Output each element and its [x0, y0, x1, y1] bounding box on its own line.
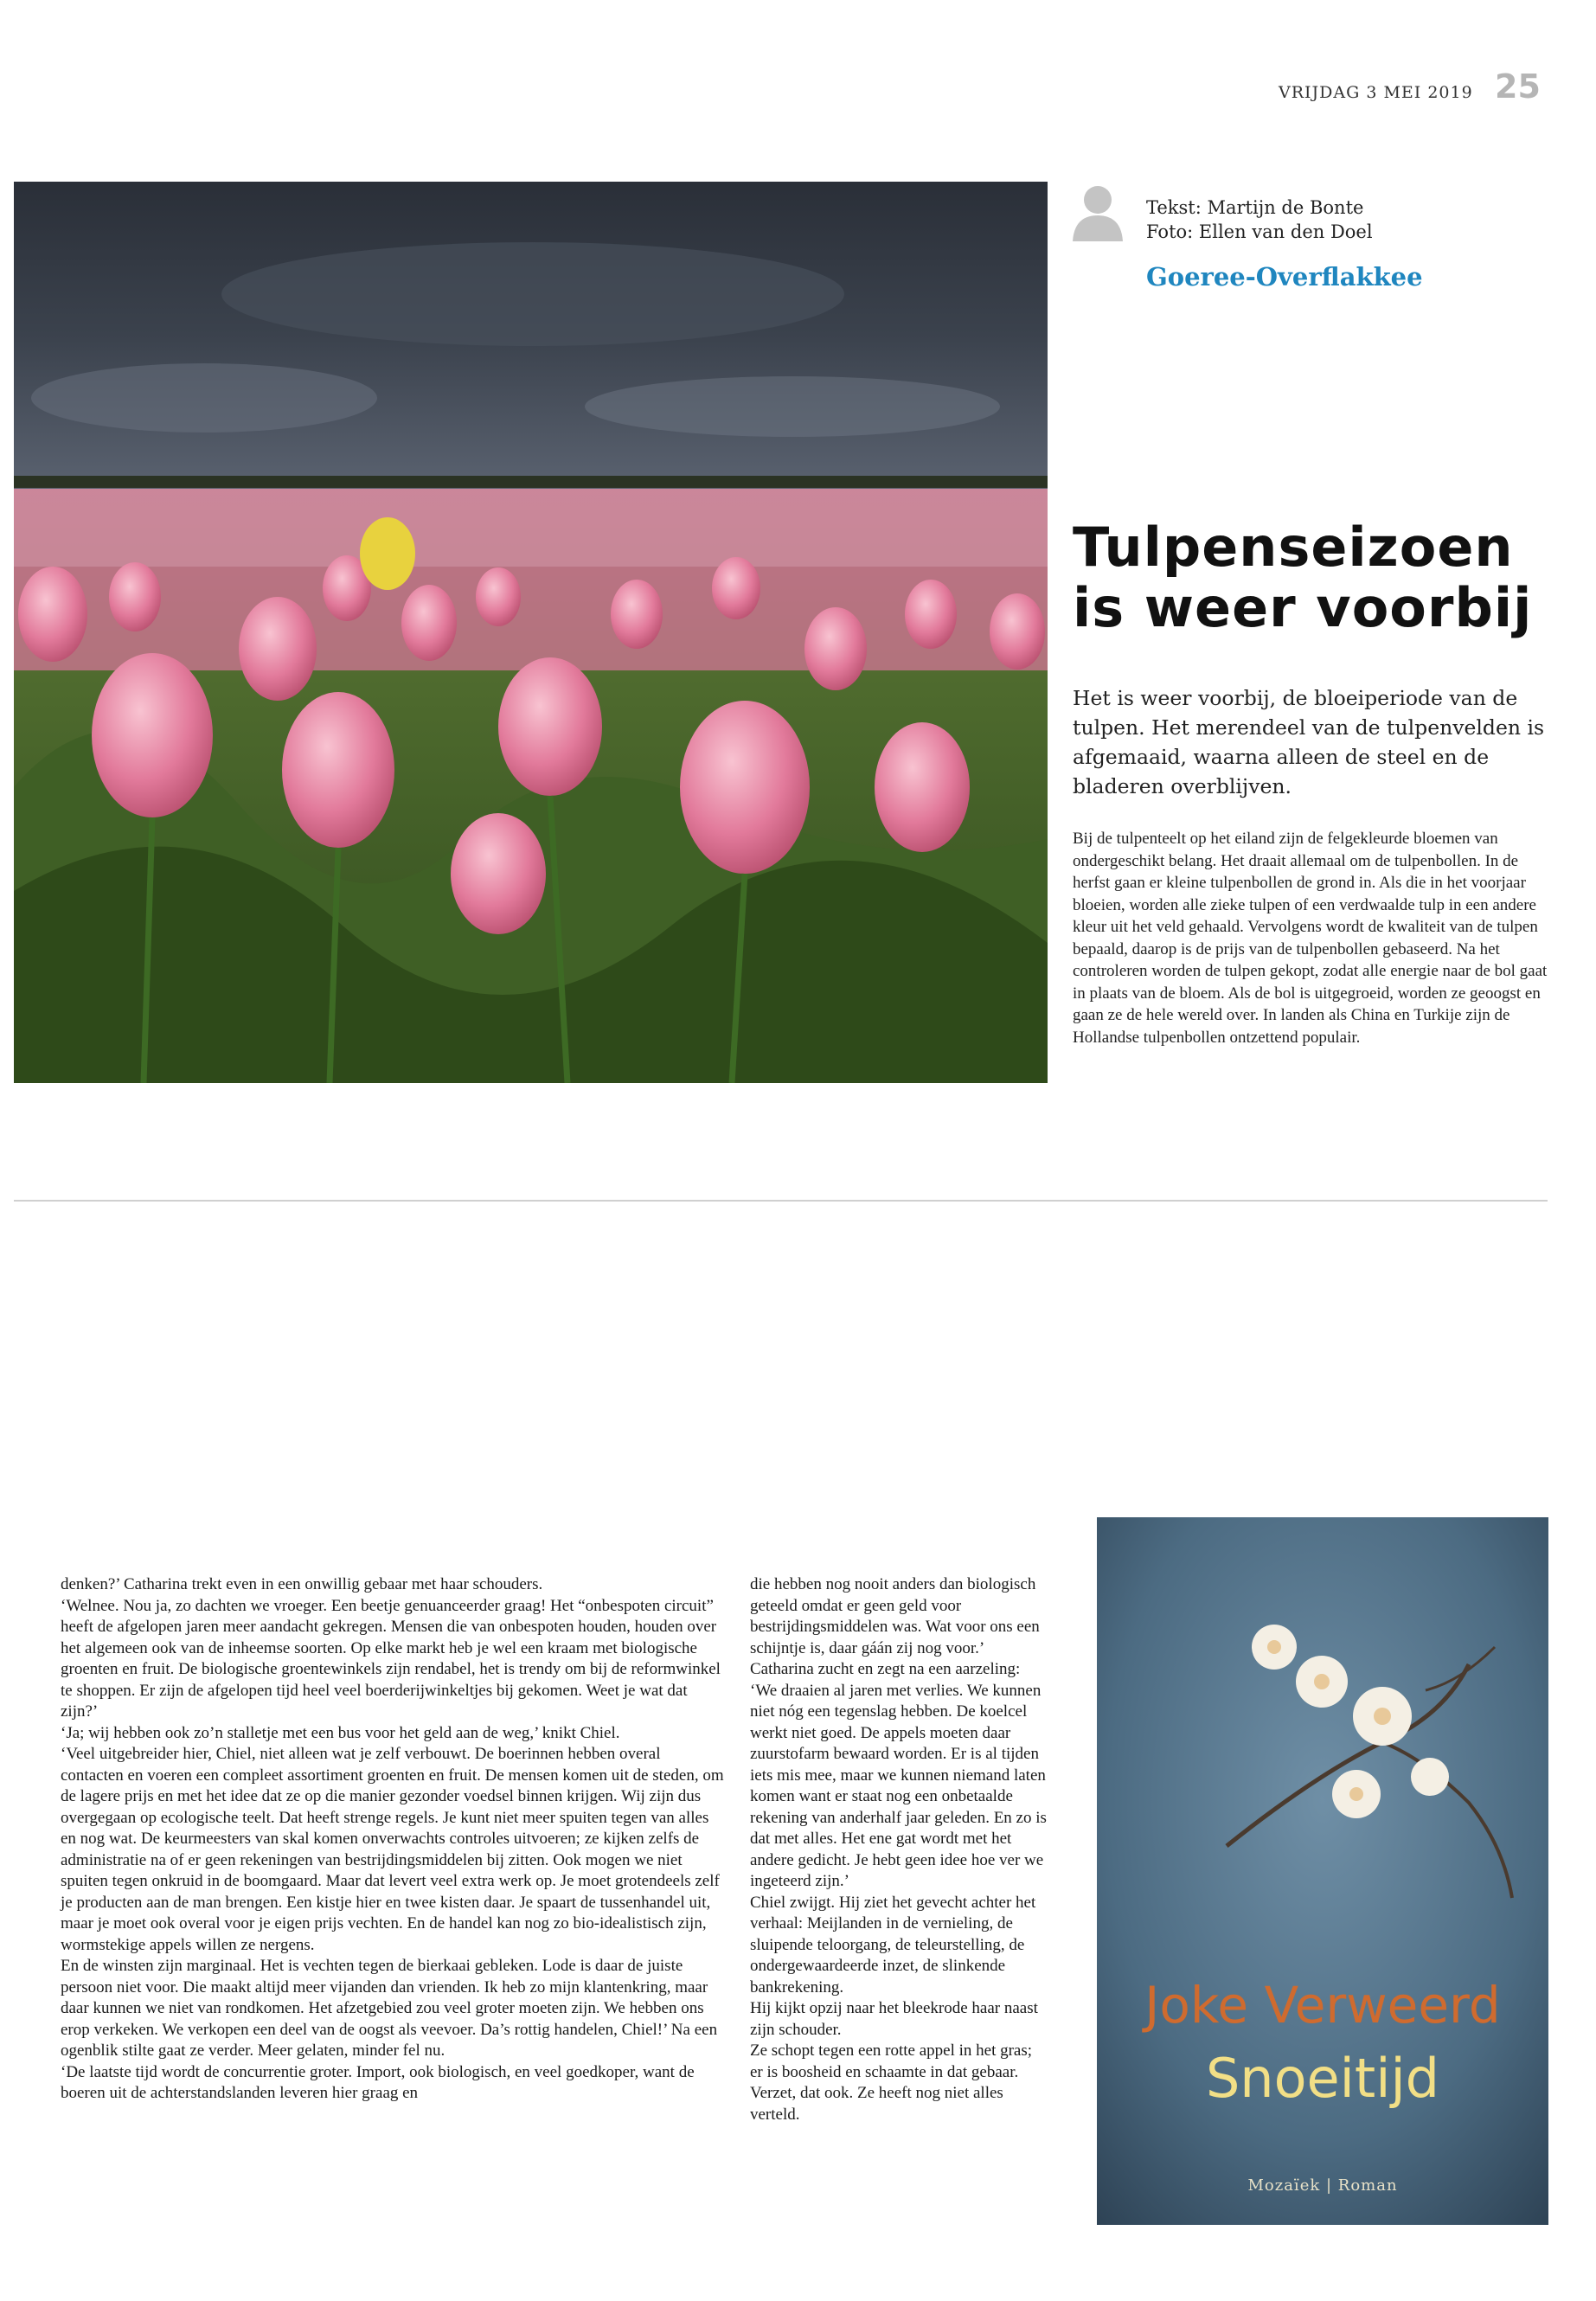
text-credit: Tekst: Martijn de Bonte [1146, 197, 1364, 218]
author-avatar-icon [1073, 184, 1123, 241]
story-column-2 [750, 1574, 1048, 2125]
story-paragraph: denken?’ Catharina trekt even in een onwillig gebaar met haar schouders. [61, 1575, 543, 1593]
book-title: Snoeitijd [1205, 2047, 1440, 2110]
story-paragraph: ‘We draaien al jaren met verlies. We kunnen niet nóg een tegenslag hebben. De koelcel werkt niet goed. De appels moeten daar zuurstofarm bewaard worden. Er is al tijden iets mis mee, maar we kunnen niemand laten komen want er staat nog een onbetaalde rekening van anderhalf jaar geleden. En zo is dat met alles. Het ene gat wordt met het andere gedicht. Je hebt geen idee hoe ver we ingeteerd zijn.’ [750, 1681, 1047, 1890]
section-divider [14, 1200, 1548, 1202]
byline [1146, 195, 1373, 244]
issue-date: VRIJDAG 3 MEI 2019 [1279, 83, 1473, 102]
headline-line-2: is weer voorbij [1073, 576, 1533, 639]
story-paragraph: En de winsten zijn marginaal. Het is vechten tegen de bierkaai gebleken. Lode is daar de juiste persoon niet voor. Die maakt altijd meer vijanden dan vrienden. Ik heb zo mijn klantenkring, maar daar kunnen we niet van rondkomen. Het afzetgebied zou veel groter moeten zijn. We hebben ons erop verkeken. We verkopen een deel van de oogst als veevoer. Da’s rottig handelen, Chiel!’ Na een ogenblik stilte gaat ze verder. Meer gelaten, minder fel nu. [61, 1957, 718, 2060]
story-paragraph: Ze schopt tegen een rotte appel in het gras; er is boosheid en schaamte in dat gebaar. Verzet, dat ook. Ze heeft nog niet alles verteld. [750, 2041, 1033, 2124]
story-paragraph: ‘Ja; wij hebben ook zo’n stalletje met een bus voor het geld aan de weg,’ knikt Chiel. [61, 1723, 620, 1742]
photo-credit: Foto: Ellen van den Doel [1146, 221, 1373, 242]
article-headline [1073, 517, 1574, 638]
tulip-field-photo [14, 182, 1048, 1083]
story-paragraph: die hebben nog nooit anders dan biologisch geteeld omdat er geen geld voor bestrijdingsmiddelen was. Wat voor ons een schijntje is, daar gáán zij nog voor.’ Catharina zucht en zegt na een aarzeling: [750, 1575, 1040, 1678]
story-paragraph: ‘Welnee. Nou ja, zo dachten we vroeger. Een beetje genuanceerder graag! Het “onbespoten circuit” heeft de afgelopen jaren meer aandacht gekregen. Mensen die van onbespoten houden, houden over het algemeen ook van de inheemse soorten. Op elke markt heb je wel een kraam met biologische groenten en fruit. De biologische groentewinkels zijn rendabel, het is trendy om bij de reformwinkel te shoppen. Er zijn de afgelopen tijd heel veel boerderijwinkeltjes bij gekomen. Weet je wat dat zijn?’ [61, 1596, 721, 1721]
article-lead: Het is weer voorbij, de bloeiperiode van de tulpen. Het merendeel van de tulpenvelden is afgemaaid, waarna alleen de steel en de bladeren overblijven. [1073, 686, 1545, 798]
headline-line-1: Tulpenseizoen [1073, 516, 1514, 579]
story-paragraph: Chiel zwijgt. Hij ziet het gevecht achter het verhaal: Meijlanden in de vernieling, de sluipende teloorgang, de teleurstelling, de ondergewaardeerde inzet, de slinkende bankrekening. [750, 1893, 1036, 1997]
page-number: 25 [1495, 67, 1541, 106]
book-cover [1097, 1517, 1548, 2225]
article-intro: Bij de tulpenteelt op het eiland zijn de felgekleurde bloemen van ondergeschikt belang. Het draait allemaal om de tulpenbollen. In de herfst gaan er kleine tulpenbollen de grond in. Als die in het voorjaar bloeien, worden alle zieke tulpen of een verdwaalde tulp in een andere kleur uit het veld gehaald. Vervolgens wordt de kwaliteit van de tulpen bepaald, daarop is de prijs van de tulpenbollen gebaseerd. Na het controleren worden de tulpen gekopt, zodat alle energie naar de bol gaat in plaats van de bloem. Als de bol is uitgegroeid, worden ze geoogst en gaan ze de hele wereld over. In landen als China en Turkije zijn de Hollandse tulpenbollen ontzettend populair. [1073, 830, 1548, 1047]
story-paragraph: Hij kijkt opzij naar het bleekrode haar naast zijn schouder. [750, 1999, 1038, 2039]
book-publisher: Mozaïek | Roman [1247, 2176, 1398, 2195]
story-column-1 [61, 1574, 727, 2105]
region-label: Goeree-Overflakkee [1146, 262, 1423, 292]
story-paragraph: ‘Veel uitgebreider hier, Chiel, niet alleen wat je zelf verbouwt. De boerinnen hebben overal contacten en voeren een compleet assortiment groenten en fruit. De mensen komen uit de steden, om de lagere prijs en met het idee dat ze op die manier gezonder voedsel binnen krijgen. Wij zijn dus overgegaan op ecologische teelt. Dat heeft strenge regels. Je kunt niet meer spuiten tegen van alles en nog wat. De keurmeesters van skal komen onverwachts controles uitvoeren; ze kijken zelfs de administratie na of er geen rekeningen van bestrijdingsmiddelen bij zitten. Ook mogen we niet spuiten tegen onkruid in de boomgaard. Maar dat levert veel extra werk op. Je moet grotendeels zelf je producten aan de man brengen. Een kistje hier en twee kisten daar. Je spaart de tussenhandel uit, maar je moet ook overal voor je eigen prijs vechten. En de handel kan nog zo bio-idealistisch zijn, wormstekige appels willen ze nergens. [61, 1745, 724, 1954]
book-author: Joke Verweerd [1144, 1976, 1501, 2035]
story-paragraph: ‘De laatste tijd wordt de concurrentie groter. Import, ook biologisch, en veel goedkoper, want de boeren uit de achterstandslanden leveren hier graag en [61, 2062, 695, 2102]
